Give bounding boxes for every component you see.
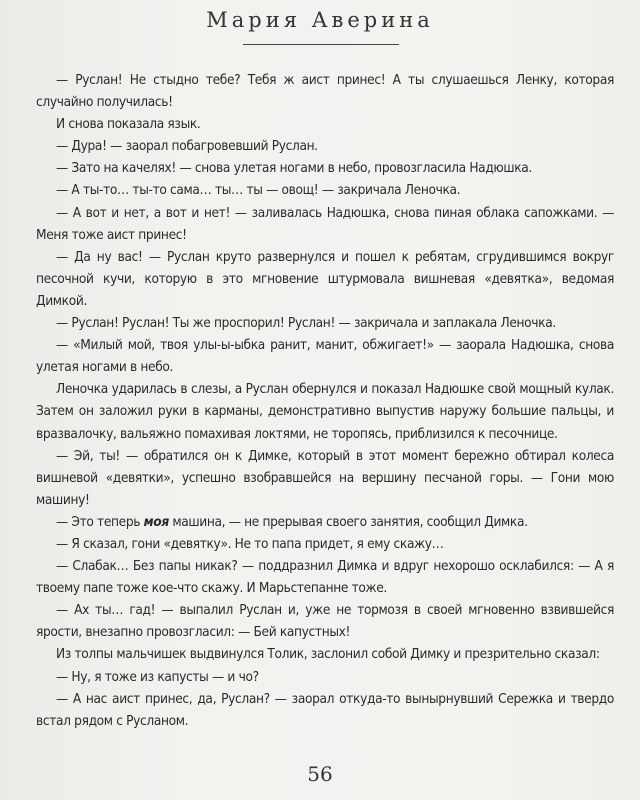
emphasis-before: — Это теперь xyxy=(56,513,144,530)
paragraph: — Дура! — заорал побагровевший Руслан. xyxy=(56,138,318,155)
paragraph: — Я сказал, гони «девятку». Не то папа придет, я ему скажу… xyxy=(56,535,444,552)
paragraph: И снова показала язык. xyxy=(56,116,201,133)
paragraph: — Ах ты… гад! — выпалил Руслан и, уже не тормозя в своей мгновенно взвившейся ярости, внезапно провозгласил: — Бей капустных! xyxy=(36,602,614,641)
emphasis-word: моя xyxy=(143,513,169,530)
paragraph: — Руслан! Руслан! Ты же проспорил! Руслан! — закричала и заплакала Леночка. xyxy=(56,315,556,332)
header-rule xyxy=(243,44,399,45)
body-text xyxy=(36,69,614,732)
paragraph: Из толпы мальчишек выдвинулся Толик, заслонил собой Димку и презрительно сказал: xyxy=(56,646,600,663)
paragraph: — Слабак… Без папы никак? — поддразнил Димка и вдруг нехорошо осклабился: — А я твоему папе тоже кое-что скажу. И Марьстепанне тоже. xyxy=(36,558,614,597)
running-header xyxy=(0,8,640,32)
paragraph: — «Милый мой, твоя улы-ы-ыбка ранит, манит, обжигает!» — заорала Надюшка, снова улетая ногами в небо. xyxy=(36,337,614,376)
paragraph: — Ну, я тоже из капусты — и чо? xyxy=(56,668,259,685)
paragraph: — А вот и нет, а вот и нет! — заливалась Надюшка, снова пиная облака сапожками. — Меня тоже аист принес! xyxy=(36,204,614,243)
page-number: 56 xyxy=(307,762,333,786)
paragraph: — Руслан! Не стыдно тебе? Тебя ж аист принес! А ты слушаешься Ленку, которая случайно получилась! xyxy=(36,72,614,111)
paragraph: — А ты-то… ты-то сама… ты… ты — овощ! — закричала Леночка. xyxy=(56,182,461,199)
emphasis-after: машина, — не прерывая своего занятия, сообщил Димка. xyxy=(168,513,528,530)
paragraph: — Эй, ты! — обратился он к Димке, который в этот момент бережно обтирал колеса вишневой «девятки», успешно взобравшейся на вершину песчаной горы. — Гони мою машину! xyxy=(36,447,614,508)
paragraph: — Да ну вас! — Руслан круто развернулся и пошел к ребятам, сгрудившимся вокруг песочной кучи, которую в это мгновение штурмовала вишневая «девятка», ведомая Димкой. xyxy=(36,248,614,309)
paragraph: — Зато на качелях! — снова улетая ногами в небо, провозгласила Надюшка. xyxy=(56,160,532,177)
paragraph-emphasis xyxy=(36,511,614,533)
paragraph: Леночка ударилась в слезы, а Руслан обернулся и показал Надюшке свой мощный кулак. Затем он заложил руки в карманы, демонстративно выпустив наружу большие пальцы, и вразвалочку, вальяжно помахивая локтями, не торопясь, приблизился к песочнице. xyxy=(36,381,614,442)
paragraph: — А нас аист принес, да, Руслан? — заорал откуда-то вынырнувший Сережка и твердо встал рядом с Русланом. xyxy=(36,690,614,729)
author-name: Мария Аверина xyxy=(206,8,434,32)
